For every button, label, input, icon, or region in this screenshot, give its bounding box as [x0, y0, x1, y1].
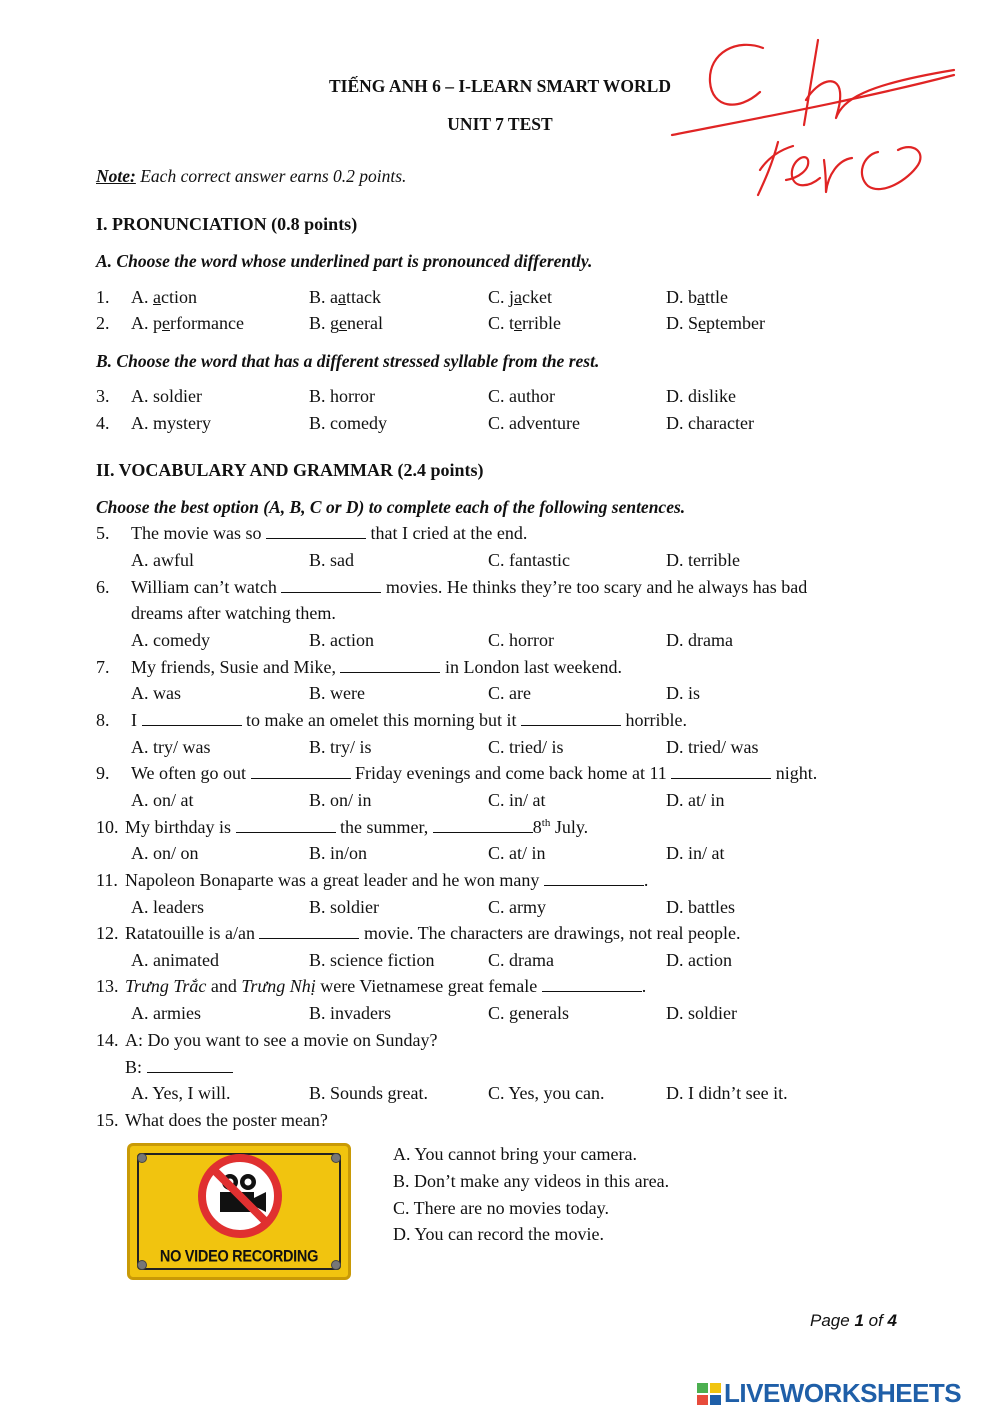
option-c[interactable]: C. drama — [488, 950, 554, 970]
option-a[interactable]: A. performance — [131, 313, 244, 333]
option-c[interactable]: C. Yes, you can. — [488, 1083, 605, 1103]
option-c[interactable]: C. There are no movies today. — [393, 1198, 609, 1218]
option-c[interactable]: C. jacket — [488, 287, 552, 307]
option-d[interactable]: D. action — [666, 950, 732, 970]
question-text: We often go out Friday evenings and come back home at 11 night. — [131, 763, 818, 783]
question-text-cont: dreams after watching them. — [131, 603, 336, 623]
note — [96, 166, 406, 187]
reply-line: B: — [125, 1057, 233, 1078]
option-c[interactable]: C. author — [488, 386, 555, 406]
option-a[interactable]: A. action — [131, 287, 197, 307]
option-b[interactable]: B. action — [309, 630, 374, 650]
answer-blank[interactable] — [147, 1057, 233, 1073]
liveworksheets-logo-icon — [697, 1383, 721, 1405]
option-d[interactable]: D. I didn’t see it. — [666, 1083, 788, 1103]
option-c[interactable]: C. generals — [488, 1003, 569, 1023]
section-pronunciation-part-b: B. Choose the word that has a different stressed syllable from the rest. — [96, 351, 600, 371]
option-b[interactable]: B. horror — [309, 386, 375, 406]
answer-blank[interactable] — [142, 710, 242, 726]
option-d[interactable]: D. battles — [666, 897, 735, 917]
option-d[interactable]: D. terrible — [666, 550, 740, 570]
option-a[interactable]: A. on/ on — [131, 843, 199, 863]
option-d[interactable]: D. soldier — [666, 1003, 737, 1023]
question-text: William can’t watch movies. He thinks they’re too scary and he always has bad — [131, 577, 808, 597]
option-a[interactable]: A. on/ at — [131, 790, 194, 810]
option-c[interactable]: C. army — [488, 897, 546, 917]
option-b[interactable]: B. Don’t make any videos in this area. — [393, 1171, 670, 1191]
option-c[interactable]: C. at/ in — [488, 843, 546, 863]
question-text: I to make an omelet this morning but it horrible. — [131, 710, 687, 730]
question-number: 8. — [96, 710, 110, 730]
question-number: 14. — [96, 1030, 119, 1050]
question-number: 6. — [96, 577, 110, 597]
section-pronunciation-part-a: A. Choose the word whose underlined part is pronounced differently. — [96, 251, 593, 271]
option-d[interactable]: D. at/ in — [666, 790, 725, 810]
page-subtitle: UNIT 7 TEST — [447, 114, 553, 134]
option-c[interactable]: C. fantastic — [488, 550, 570, 570]
no-video-recording-poster — [127, 1143, 351, 1280]
section-vocabulary-instruction: Choose the best option (A, B, C or D) to complete each of the following sentences. — [96, 497, 686, 517]
question-number: 10. — [96, 817, 119, 837]
answer-blank[interactable] — [281, 577, 381, 593]
option-c[interactable]: C. are — [488, 683, 531, 703]
question-number: 9. — [96, 763, 110, 783]
answer-blank[interactable] — [671, 763, 771, 779]
answer-blank[interactable] — [251, 763, 351, 779]
question-number: 2. — [96, 313, 110, 333]
question-number: 13. — [96, 976, 119, 996]
option-a[interactable]: A. animated — [131, 950, 219, 970]
screw-icon — [331, 1153, 341, 1163]
question-text: Napoleon Bonaparte was a great leader and he won many . — [125, 870, 649, 890]
note-label: Note: — [96, 166, 136, 186]
option-a[interactable]: A. Yes, I will. — [131, 1083, 231, 1103]
option-c[interactable]: C. terrible — [488, 313, 561, 333]
option-a[interactable]: A. awful — [131, 550, 194, 570]
question-number: 11. — [96, 870, 118, 890]
option-d[interactable]: D. in/ at — [666, 843, 725, 863]
option-d[interactable]: D. drama — [666, 630, 733, 650]
answer-blank[interactable] — [266, 523, 366, 539]
answer-blank[interactable] — [542, 976, 642, 992]
option-c[interactable]: C. tried/ is — [488, 737, 564, 757]
option-b[interactable]: B. try/ is — [309, 737, 372, 757]
option-b[interactable]: B. general — [309, 313, 383, 333]
option-a[interactable]: A. You cannot bring your camera. — [393, 1144, 637, 1164]
section-pronunciation-title: I. PRONUNCIATION (0.8 points) — [96, 214, 358, 234]
option-a[interactable]: A. leaders — [131, 897, 204, 917]
option-a[interactable]: A. mystery — [131, 413, 211, 433]
option-b[interactable]: B. sad — [309, 550, 354, 570]
question-text: My birthday is the summer, 8th July. — [125, 817, 589, 837]
option-d[interactable]: D. tried/ was — [666, 737, 759, 757]
option-b[interactable]: B. comedy — [309, 413, 387, 433]
section-vocabulary-title: II. VOCABULARY AND GRAMMAR (2.4 points) — [96, 460, 484, 480]
option-d[interactable]: D. September — [666, 313, 765, 333]
option-c[interactable]: C. in/ at — [488, 790, 546, 810]
liveworksheets-brand: LIVEWORKSHEETS — [724, 1378, 962, 1408]
answer-blank[interactable] — [433, 817, 533, 833]
option-a[interactable]: A. was — [131, 683, 181, 703]
question-number: 4. — [96, 413, 110, 433]
option-a[interactable]: A. try/ was — [131, 737, 211, 757]
question-text: My friends, Susie and Mike, in London last weekend. — [131, 657, 622, 677]
answer-blank[interactable] — [340, 657, 440, 673]
option-d[interactable]: D. You can record the movie. — [393, 1224, 604, 1244]
option-d[interactable]: D. battle — [666, 287, 728, 307]
option-b[interactable]: B. invaders — [309, 1003, 391, 1023]
answer-blank[interactable] — [236, 817, 336, 833]
answer-blank[interactable] — [521, 710, 621, 726]
option-b[interactable]: B. in/on — [309, 843, 368, 863]
question-text: What does the poster mean? — [125, 1110, 328, 1130]
option-d[interactable]: D. character — [666, 413, 754, 433]
option-a[interactable]: A. comedy — [131, 630, 210, 650]
option-c[interactable]: C. horror — [488, 630, 554, 650]
option-b[interactable]: B. were — [309, 683, 365, 703]
option-b[interactable]: B. science fiction — [309, 950, 435, 970]
option-b[interactable]: B. on/ in — [309, 790, 372, 810]
option-c[interactable]: C. adventure — [488, 413, 580, 433]
signature-scribble — [668, 30, 960, 205]
option-d[interactable]: D. dislike — [666, 386, 736, 406]
question-number: 7. — [96, 657, 110, 677]
screw-icon — [137, 1153, 147, 1163]
option-a[interactable]: A. armies — [131, 1003, 201, 1023]
option-a[interactable]: A. soldier — [131, 386, 202, 406]
poster-label: NO VIDEO RECORDING — [159, 1247, 319, 1267]
question-text: A: Do you want to see a movie on Sunday? — [125, 1030, 438, 1050]
question-number: 3. — [96, 386, 110, 406]
page-title: TIẾNG ANH 6 – I-LEARN SMART WORLD — [329, 76, 671, 96]
option-b[interactable]: B. aattack — [309, 287, 381, 307]
question-number: 15. — [96, 1110, 119, 1130]
option-d[interactable]: D. is — [666, 683, 701, 703]
note-text: Each correct answer earns 0.2 points. — [135, 166, 407, 186]
question-text: The movie was so that I cried at the end. — [131, 523, 528, 543]
question-number: 12. — [96, 923, 119, 943]
option-b[interactable]: B. soldier — [309, 897, 379, 917]
no-camera-icon — [190, 1152, 290, 1240]
answer-blank[interactable] — [544, 870, 644, 886]
question-number: 1. — [96, 287, 110, 307]
question-text: Trưng Trắc and Trưng Nhị were Vietnamese great female . — [125, 976, 647, 996]
question-text: Ratatouille is a/an movie. The characters are drawings, not real people. — [125, 923, 741, 943]
page-indicator: Page 1 of 4 — [810, 1311, 897, 1330]
option-b[interactable]: B. Sounds great. — [309, 1083, 428, 1103]
answer-blank[interactable] — [259, 923, 359, 939]
question-number: 5. — [96, 523, 110, 543]
